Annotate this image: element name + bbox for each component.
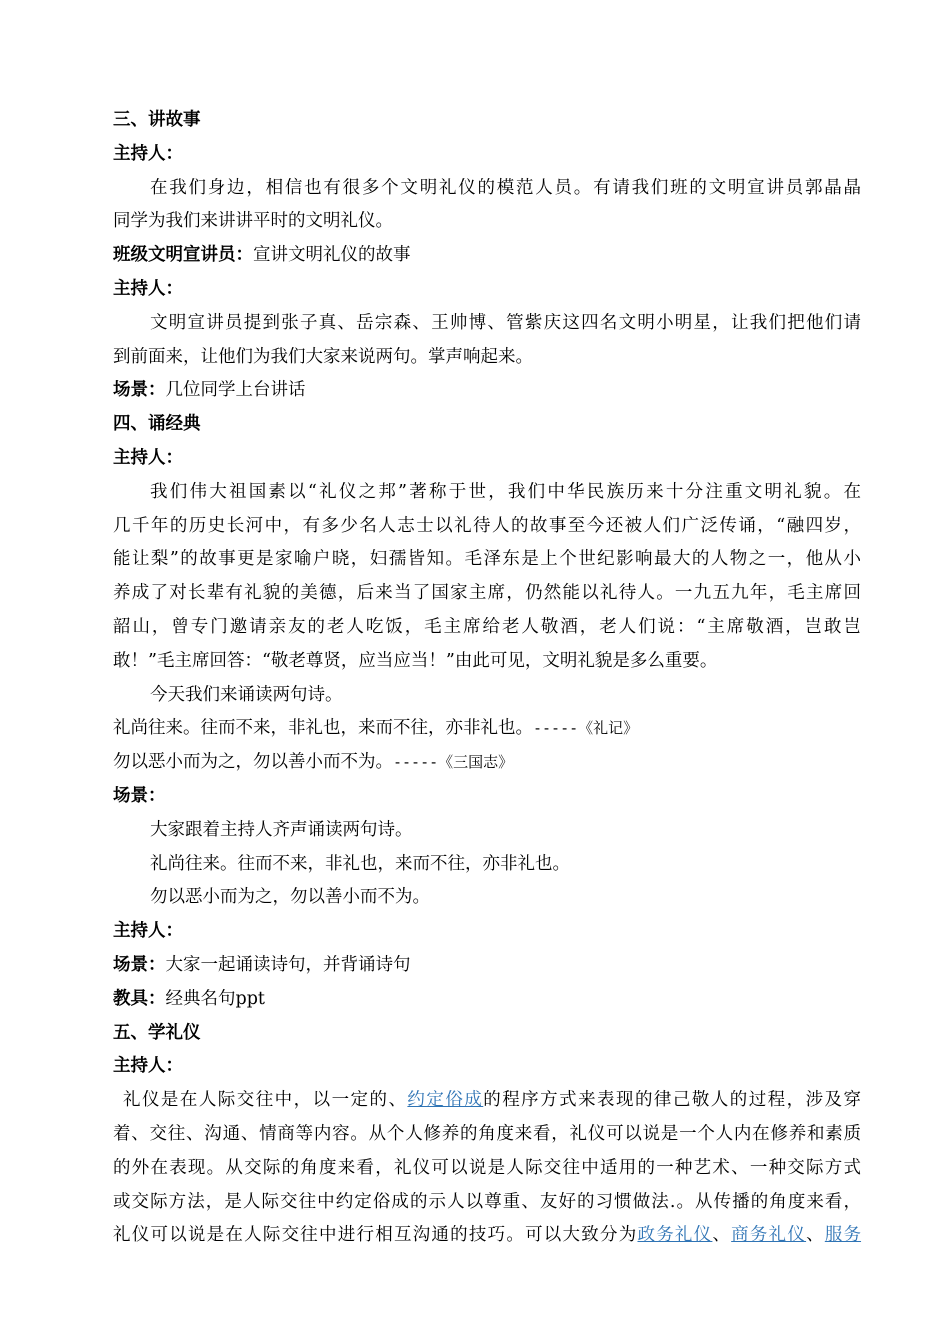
scene-line: 勿以恶小而为之，勿以善小而不为。 xyxy=(150,887,430,908)
poem-line xyxy=(113,712,861,746)
paragraph-line: 文明宣讲员提到张子真、岳宗森、王帅博、管紫庆这四名文明小明星，让我们把他们请 xyxy=(150,312,861,333)
scene-label: 场景： xyxy=(113,785,166,806)
paragraph-text: 礼仪是在人际交往中，以一定的、 xyxy=(123,1090,408,1111)
speaker-line xyxy=(113,239,861,273)
link-business-etiquette[interactable]: 商务礼仪 xyxy=(731,1225,807,1246)
link-government-etiquette[interactable]: 政务礼仪 xyxy=(637,1225,713,1246)
separator: 、 xyxy=(712,1225,732,1246)
paragraph-line xyxy=(113,1219,861,1253)
scene-line xyxy=(113,949,861,983)
paragraph-line: 我们伟大祖国素以“礼仪之邦”著称于世，我们中华民族历来十分注重文明礼貌。在 xyxy=(150,481,861,502)
paragraph-line: 韶山，曾专门邀请亲友的老人吃饭，毛主席给老人敬酒，老人们说：“主席敬酒，岂敢岂 xyxy=(113,616,861,637)
separator: 、 xyxy=(806,1225,825,1246)
speaker-text: 宣讲文明礼仪的故事 xyxy=(253,245,411,266)
teaching-aid-label: 教具： xyxy=(113,988,166,1009)
scene-label: 场景： xyxy=(113,380,166,401)
paragraph-line: 着、交往、沟通、情商等内容。从个人修养的角度来看，礼仪可以说是一个人内在修养和素质 xyxy=(113,1123,861,1144)
scene-line: 大家跟着主持人齐声诵读两句诗。 xyxy=(150,819,413,840)
paragraph-line: 或交际方法，是人际交往中约定俗成的示人以尊重、友好的习惯做法.。从传播的角度来看， xyxy=(113,1191,861,1212)
poem-source: -----《三国志》 xyxy=(393,753,514,772)
paragraph-line: 的外在表现。从交际的角度来看，礼仪可以说是人际交往中适用的一种艺术、一种交际方式 xyxy=(113,1157,861,1178)
poem-line xyxy=(113,746,861,780)
paragraph-line: 几千年的历史长河中，有多少名人志士以礼待人的故事至今还被人们广泛传诵，“融四岁， xyxy=(113,515,861,536)
poem-text: 勿以恶小而为之，勿以善小而不为。 xyxy=(113,752,393,773)
speaker-label: 主持人： xyxy=(113,1056,183,1077)
link-yueding-sucheng[interactable]: 约定俗成 xyxy=(407,1090,484,1111)
scene-text: 几位同学上台讲话 xyxy=(165,380,306,401)
scene-label: 场景： xyxy=(113,954,166,975)
speaker-label: 班级文明宣讲员： xyxy=(113,245,253,266)
speaker-label: 主持人： xyxy=(113,921,183,942)
paragraph-line: 敢！”毛主席回答：“敬老尊贤，应当应当！”由此可见，文明礼貌是多么重要。 xyxy=(113,650,718,671)
paragraph-line: 到前面来，让他们为我们大家来说两句。掌声响起来。 xyxy=(113,346,533,367)
teaching-aid-line xyxy=(113,983,861,1017)
paragraph-line: 在我们身边，相信也有很多个文明礼仪的模范人员。有请我们班的文明宣讲员郭晶晶 xyxy=(150,177,861,198)
section-heading: 四、诵经典 xyxy=(113,414,201,435)
paragraph-line: 养成了对长辈有礼貌的美德，后来当了国家主席，仍然能以礼待人。一九五九年，毛主席回 xyxy=(113,583,861,604)
document-page xyxy=(113,104,861,1253)
paragraph-line: 今天我们来诵读两句诗。 xyxy=(150,684,343,705)
scene-line: 礼尚往来。往而不来，非礼也，来而不往，亦非礼也。 xyxy=(150,853,570,874)
paragraph-text: 的程序方式来表现的律己敬人的过程，涉及穿 xyxy=(483,1090,862,1111)
section-heading: 五、学礼仪 xyxy=(113,1022,201,1043)
poem-source: -----《礼记》 xyxy=(533,719,639,738)
scene-line xyxy=(113,374,861,408)
speaker-label: 主持人： xyxy=(113,143,183,164)
link-service-etiquette[interactable]: 服务 xyxy=(824,1225,862,1246)
paragraph-line xyxy=(113,1084,861,1118)
section-heading: 三、讲故事 xyxy=(113,110,201,130)
paragraph-text: 礼仪可以说是在人际交往中进行相互沟通的技巧。可以大致分为 xyxy=(113,1225,638,1246)
paragraph-line: 能让梨”的故事更是家喻户晓，妇孺皆知。毛泽东是上个世纪影响最大的人物之一，他从小 xyxy=(113,549,861,570)
paragraph-line: 同学为我们来讲讲平时的文明礼仪。 xyxy=(113,211,393,232)
scene-text: 大家一起诵读诗句，并背诵诗句 xyxy=(165,954,411,975)
poem-text: 礼尚往来。往而不来，非礼也，来而不往，亦非礼也。 xyxy=(113,718,533,739)
teaching-aid-text: 经典名句ppt xyxy=(165,988,265,1009)
speaker-label: 主持人： xyxy=(113,447,183,468)
speaker-label: 主持人： xyxy=(113,278,183,299)
